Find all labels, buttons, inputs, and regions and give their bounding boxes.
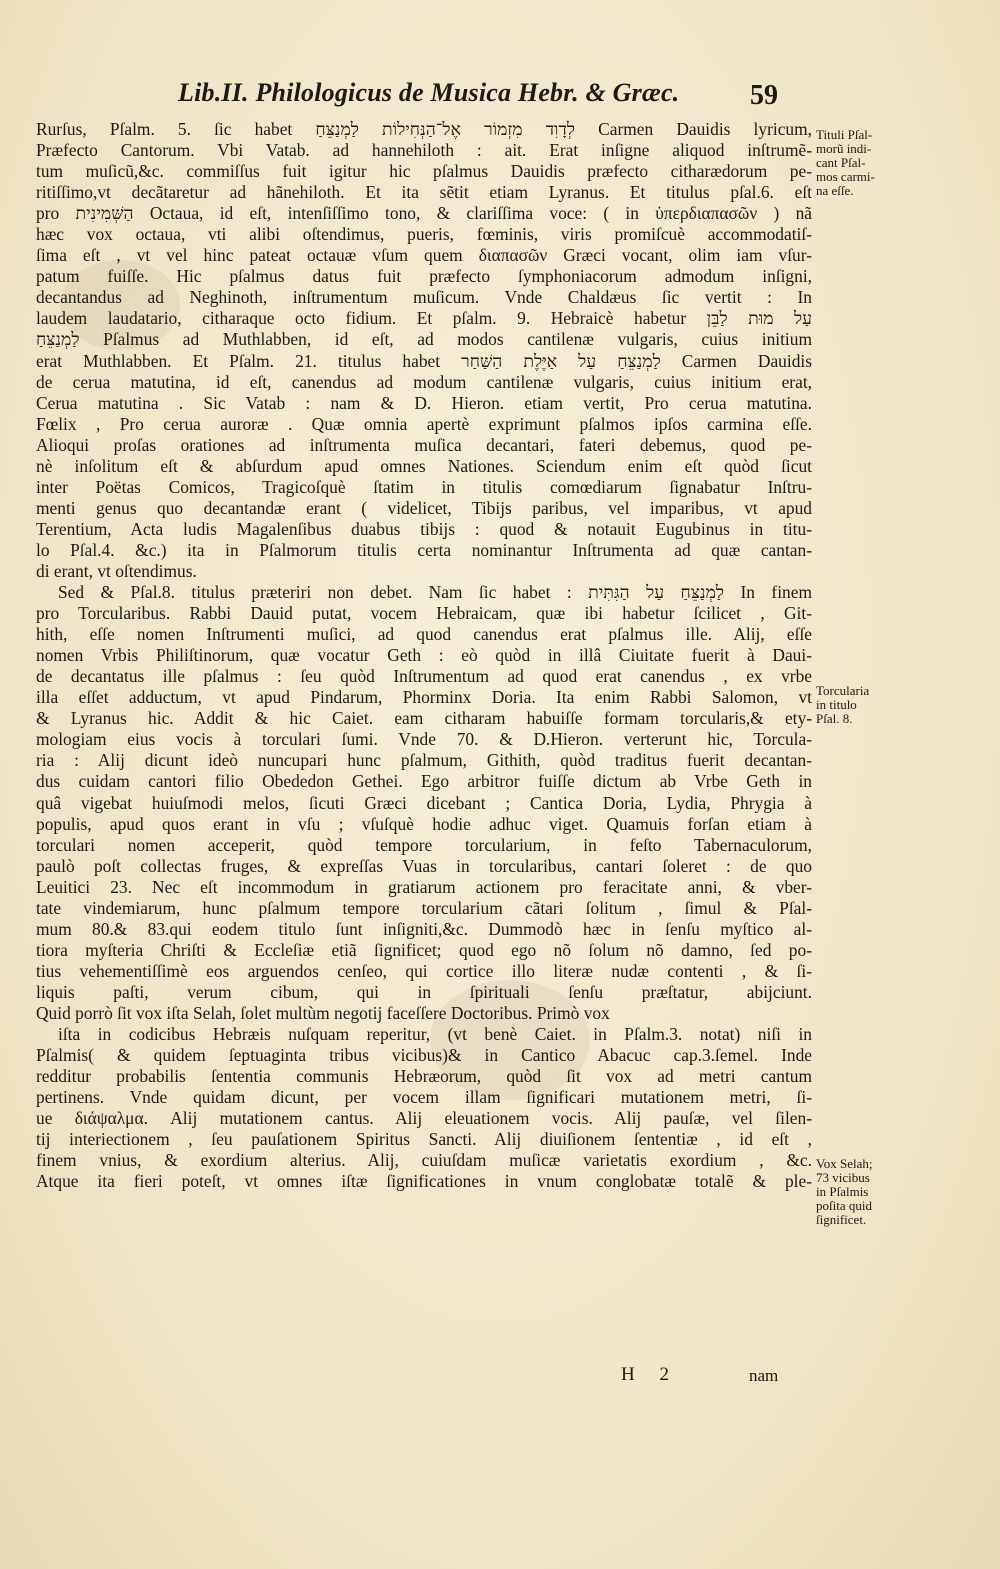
margin-note-selah	[816, 1157, 906, 1227]
margin-note-line: Pſal. 8.	[816, 711, 853, 726]
text-line: inter Poëtas Comicos, Tragicoſquè ſtatim in titulis comœdiarum ſignabatur Inſtru-	[36, 476, 812, 497]
margin-note-line: Tituli Pſal-	[816, 127, 873, 142]
signature-mark: H 2	[621, 1364, 679, 1385]
page-footer	[0, 1364, 1000, 1388]
running-head: Lib.II. Philologicus de Musica Hebr. & Græc.	[178, 78, 680, 107]
text-line: & Lyranus hic. Addit & hic Caiet. eam citharam habuiſſe formam torcularis,& ety-	[36, 708, 812, 729]
text-line: ue διάψαλμα. Alij mutationem cantus. Alij eleuationem vocis. Alij pauſæ, vel ſilen-	[36, 1108, 812, 1129]
text-line: Rurſus, Pſalm. 5. ſic habet לְדָוִד מִזְמוֹר אֶל־הַנְּחִילוֹת לַמְנַצֵּחַ Carmen Dauidis lyricum,	[36, 119, 812, 139]
text-line: tius vehementiſſimè eos arguendos cenſeo, qui cortice illo literæ nudæ contenti , & ſi-	[36, 960, 812, 981]
text-line: de cerua matutina, id eſt, canendus ad modum cantilenæ vulgaris, cuius initium erat,	[36, 371, 812, 392]
text-line: ria : Alij dicunt ideò nuncupari hunc pſalmum, Githith, quòd traditus fuerit decantan-	[36, 750, 812, 771]
text-line: Fœlix , Pro cerua auroræ . Quæ omnia apertè exprimunt pſalmos ipſos carmina eſſe.	[36, 413, 812, 434]
text-line	[36, 1192, 812, 1213]
text-line: finem vnius, & exordium alterius. Alij, cuiuſdam muſicæ varietatis exordium , &c.	[36, 1150, 812, 1171]
main-text-column	[36, 119, 812, 1213]
margin-note-line: Torcularia	[816, 683, 870, 698]
text-line: de decantatus ille pſalmus : ſeu quòd Inſtrumentum ad quod erat canendus , ex vrbe	[36, 666, 812, 687]
margin-note-line: morũ indi-	[816, 141, 872, 156]
text-line: Cerua matutina . Sic Vatab : nam & D. Hieron. etiam vertit, Pro cerua matutina.	[36, 392, 812, 413]
margin-note-line: mos carmi-	[816, 169, 875, 184]
text-line: Sed & Pſal.8. titulus præteriri non debet. Nam ſic habet : לַמְנַצֵּחַ עַל הַגִּתִּית In finem	[58, 582, 812, 603]
text-line: decantandus ad Neghinoth, inſtrumentum muſicum. Vnde Chaldæus ſic vertit : In	[36, 287, 812, 308]
text-line: hith, eſſe nomen Inſtrumenti muſici, ad quod canendus erat pſalmus ille. Alij, eſſe	[36, 624, 812, 645]
text-line: torculari nomen acceperit, quòd tempore torcularium, in feſto Tabernaculorum,	[36, 834, 812, 855]
text-line: Leuitici 23. Nec eſt incommodum in gratiarum actionem pro feracitate anni, & vber-	[36, 876, 812, 897]
margin-note-line: poſita quid	[816, 1198, 872, 1213]
margin-note-line: ſignificet.	[816, 1212, 867, 1227]
text-line: illa eſſet adductum, vt apud Pindarum, Phorminx Doria. Ita enim Rabbi Salomon, vt	[36, 687, 812, 708]
text-line: Atque ita fieri poteſt, vt omnes iſtæ ſignificationes in vnum conglobatæ totalẽ & ple-	[36, 1171, 812, 1192]
text-line: pertinens. Vnde quidam dicunt, per vocem illam ſignificari mutationem metri, ſi-	[36, 1087, 812, 1108]
catchword: nam	[749, 1366, 779, 1385]
text-line: mologiam eius vocis à torculari ſumi. Vnde 70. & D.Hieron. verterunt hic, Torcula-	[36, 729, 812, 750]
text-line: hæc vox octaua, vti alibi oſtendimus, pueris, fœminis, viris promiſcuè accommodatiſ-	[36, 224, 812, 245]
margin-note-torcularia	[816, 684, 906, 726]
text-line: populis, apud quos erant in vſu ; vſuſquè hodie adhuc viget. Quamuis forſan etiam à	[36, 813, 812, 834]
text-line: ſima eſt , vt vel hinc pateat octauæ vſum quem διαπασῶν Græci vocant, olim iam vſur-	[36, 245, 812, 266]
text-line: pro Torcularibus. Rabbi Dauid putat, vocem Hebraicam, quæ ibi habetur ſcilicet , Git-	[36, 603, 812, 624]
margin-note-line: na eſſe.	[816, 183, 854, 198]
margin-note-line: 73 vicibus	[816, 1170, 870, 1185]
margin-note-line: in titulo	[816, 697, 857, 712]
page-header	[0, 78, 1000, 118]
text-line: iſta in codicibus Hebræis nuſquam reperitur, (vt benè Caiet. in Pſalm.3. notat) niſi in	[58, 1024, 812, 1045]
text-line: tij interiectionem , ſeu pauſationem Spiritus Sancti. Alij diuiſionem ſententiæ , id eſt ,	[36, 1129, 812, 1150]
text-line: tiora myſteria Chriſti & Eccleſiæ etiã ſignificet; quod ego nõ ſolum nõ damno, ſed po-	[36, 939, 812, 960]
text-line: Terentium, Acta ludis Magalenſibus duabus tibijs : quod & notauit Eugubinus in titu-	[36, 518, 812, 539]
text-line: menti genus quo decantandæ erant ( videlicet, Tibijs paribus, vel imparibus, vt apud	[36, 497, 812, 518]
text-line: quâ vigebat huiuſmodi melos, ſicuti Græci dicebant ; Cantica Doria, Lydia, Phrygia à	[36, 792, 812, 813]
margin-note-psalm-titles	[816, 128, 906, 198]
text-line: tum muſicũ,&c. commiſſus fuit igitur hic pſalmus Dauidis præfecto citharædorum pe-	[36, 161, 812, 182]
text-line: pro הַשְּׁמִינִית Octaua, id eſt, intenſiſſimo tono, & clariſſima voce: ( in ὑπερδιαπασῶν ) nã	[36, 203, 812, 224]
text-line: paulò poſt collectas fruges, & expreſſas Vuas in torcularibus, cantari ſoleret : de quo	[36, 855, 812, 876]
text-line: nè inſolitum eſt & abſurdum apud omnes Nationes. Sciendum enim eſt quòd ſicut	[36, 455, 812, 476]
margin-note-line: Vox Selah;	[816, 1156, 873, 1171]
text-line: lo Pſal.4. &c.) ita in Pſalmorum titulis certa nominantur Inſtrumenta ad quæ cantan-	[36, 539, 812, 560]
margin-note-line: in Pſalmis	[816, 1184, 869, 1199]
text-line: patum fuiſſe. Hic pſalmus datus fuit præfecto ſymphoniacorum admodum inſigni,	[36, 266, 812, 287]
text-line: mum 80.& 83.qui eodem titulo ſunt inſigniti,&c. Dummodò hæc in ſenſu myſtico al-	[36, 918, 812, 939]
text-line: liquis paſti, verum cibum, qui in ſpirituali ſenſu præſtatur, abijciunt.	[36, 981, 812, 1002]
text-line: di erant, vt oſtendimus.	[36, 560, 197, 581]
text-line: Præfecto Cantorum. Vbi Vatab. ad hannehiloth : ait. Erat inſigne aliquod inſtrumẽ-	[36, 140, 812, 161]
page-number: 59	[750, 80, 778, 111]
text-line: erat Muthlabben. Et Pſalm. 21. titulus habet לַמְנַצֵּחַ עַל אַיֶּלֶת הַשַּׁחַר Carmen Dauidis	[36, 350, 812, 371]
text-line: redditur probabilis ſententia communis Hebræorum, quòd ſit vox ad metri cantum	[36, 1066, 812, 1087]
text-line: Alioqui proſas orationes ad inſtrumenta muſica decantari, fateri debemus, quod pe-	[36, 434, 812, 455]
text-line: Quid porrò ſit vox iſta Selah, ſolet multùm negotij faceſſere Doctoribus. Primò vox	[36, 1002, 610, 1023]
text-line: Pſalmis( & quidem ſeptuaginta tribus vicibus)& in Cantico Abacuc cap.3.ſemel. Inde	[36, 1045, 812, 1066]
text-line: laudem laudatario, citharaque octo fidium. Et pſalm. 9. Hebraicè habetur עַל מוּת לַבֵּן	[36, 308, 812, 329]
text-line: tate vindemiarum, hunc pſalmum tempore torcularium cãtari ſolitum , ſimul & Pſal-	[36, 897, 812, 918]
text-line: לַמְנַצֵּחַ Pſalmus ad Muthlabben, id eſt, ad modos cantilenæ vulgaris, cuius initium	[36, 329, 812, 350]
text-line: nomen Vrbis Philiſtinorum, quæ vocatur Geth : eò quòd in illâ Ciuitate fuerit à Daui-	[36, 645, 812, 666]
margin-note-line: cant Pſal-	[816, 155, 866, 170]
text-line: dus cuidam cantori filio Obededon Gethei. Ego arbitror fuiſſe dictum ab Vrbe Geth in	[36, 771, 812, 792]
text-line: ritiſſimo,vt decãtaretur ad hãnehiloth. Et ita sẽtit etiam Lyranus. Et titulus pſal.6. eſt	[36, 182, 812, 203]
